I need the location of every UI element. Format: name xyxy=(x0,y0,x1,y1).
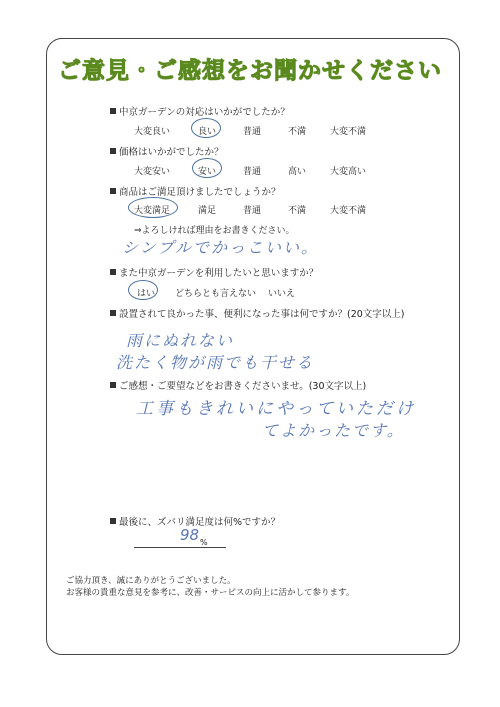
q1-option-1[interactable]: 大変良い xyxy=(134,127,171,137)
q2-option-3[interactable]: 普通 xyxy=(243,167,262,177)
q3-selected-circle xyxy=(128,197,178,218)
q1-selected-circle xyxy=(191,118,221,138)
question-3-text: 商品はご満足頂けましたでしょうか？ xyxy=(119,187,281,198)
bullet-square-icon xyxy=(110,148,116,154)
q2-option-2[interactable]: 安い xyxy=(198,167,217,177)
question-3 xyxy=(110,184,281,198)
q3-option-3[interactable]: 普通 xyxy=(243,206,262,216)
bullet-square-icon xyxy=(110,382,116,388)
reason-prompt: ⇒よろしければ理由をお書きください。 xyxy=(134,226,295,236)
q2-selected-circle xyxy=(192,158,222,178)
q1-option-3[interactable]: 普通 xyxy=(243,127,262,137)
q1-option-5[interactable]: 大変不満 xyxy=(330,127,367,137)
q4-option-3[interactable]: いいえ xyxy=(268,289,296,299)
question-7-text: 最後に、ズバリ満足度は何%ですか？ xyxy=(119,517,281,528)
reason-handwritten-answer: シンプルでかっこいい。 xyxy=(122,238,319,257)
q7-unit: % xyxy=(200,538,208,547)
q7-handwritten-answer: 98 xyxy=(180,526,200,544)
footer-line-2: お客様の貴重な意見を参考に、改善・サービスの向上に活かして参ります。 xyxy=(66,588,355,598)
bullet-square-icon xyxy=(110,108,116,114)
bullet-square-icon xyxy=(110,188,116,194)
q1-option-2[interactable]: 良い xyxy=(198,127,217,137)
q6-handwritten-line-1: 工事もきれいにやっていただけ xyxy=(136,399,416,419)
bullet-square-icon xyxy=(110,269,116,275)
q4-selected-circle xyxy=(128,280,158,300)
q3-option-2[interactable]: 満足 xyxy=(198,206,217,216)
question-6 xyxy=(110,378,366,392)
footer-line-1: ご協力頂き、誠にありがとうございました。 xyxy=(66,576,236,586)
q2-option-1[interactable]: 大変安い xyxy=(134,167,171,177)
q7-answer-line xyxy=(134,547,226,548)
bullet-square-icon xyxy=(110,518,116,524)
q5-handwritten-line-1: 雨にぬれない xyxy=(126,331,235,350)
question-5 xyxy=(110,306,405,320)
q4-option-2[interactable]: どちらとも言えない xyxy=(175,289,257,299)
question-2 xyxy=(110,144,224,158)
q3-option-5[interactable]: 大変不満 xyxy=(330,206,367,216)
bullet-square-icon xyxy=(110,310,116,316)
q3-option-1[interactable]: 大変満足 xyxy=(134,206,171,216)
question-4 xyxy=(110,265,318,279)
page-title: ご意見・ご感想をお聞かせください xyxy=(58,58,442,84)
question-4-text: また中京ガーデンを利用したいと思いますか？ xyxy=(119,268,319,279)
q1-option-4[interactable]: 不満 xyxy=(288,127,307,137)
q5-handwritten-line-2: 洗たく物が雨でも干せる xyxy=(116,353,315,372)
q4-option-1[interactable]: はい xyxy=(137,289,156,299)
q6-handwritten-line-2: てよかったです。 xyxy=(262,421,405,440)
q3-option-4[interactable]: 不満 xyxy=(288,206,307,216)
question-2-text: 価格はいかがでしたか？ xyxy=(119,147,224,158)
question-1-text: 中京ガーデンの対応はいかがでしたか？ xyxy=(119,107,290,118)
question-6-text: ご感想・ご要望などをお書きくださいませ。(30文字以上) xyxy=(119,381,367,392)
question-5-text: 設置されて良かった事、便利になった事は何ですか？(20文字以上) xyxy=(119,309,405,320)
question-1 xyxy=(110,104,290,118)
q2-option-5[interactable]: 大変高い xyxy=(330,167,367,177)
q2-option-4[interactable]: 高い xyxy=(288,167,307,177)
